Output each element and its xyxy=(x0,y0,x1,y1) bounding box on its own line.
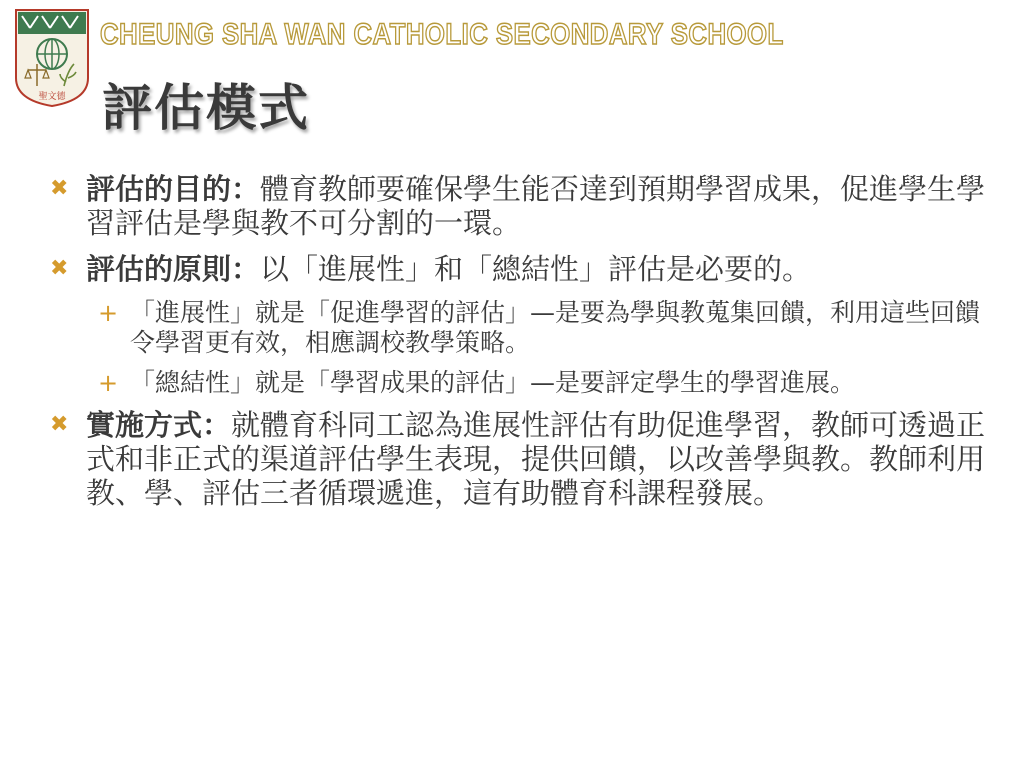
bullet-item-principle xyxy=(46,252,996,286)
bullet-label: 評估的原則： xyxy=(86,252,261,286)
school-name: CHEUNG SHA WAN CATHOLIC SECONDARY SCHOOL xyxy=(100,18,784,51)
bullet-text: 就體育科同工認為進展性評估有助促進學習，教師可透過正式和非正式的渠道評估學生表現，提供回饋，以改善學與教。教師利用教、學、評估三者循環遞進，這有助體育科課程發展。 xyxy=(86,408,986,510)
sub-bullet-formative xyxy=(46,298,996,358)
bullet-item-implementation xyxy=(46,408,996,510)
bullet-label: 實施方式： xyxy=(86,408,232,442)
bullet-text: 體育教師要確保學生能否達到預期學習成果，促進學生學習評估是學與教不可分割的一環。 xyxy=(86,172,986,240)
plus-bullet-icon: + xyxy=(98,299,119,327)
logo-motto: 聖文德 xyxy=(38,92,66,102)
bullet-item-purpose xyxy=(46,172,996,240)
bullet-text: 以「進展性」和「總結性」評估是必要的。 xyxy=(260,252,812,286)
plus-bullet-icon: + xyxy=(98,369,119,397)
slide-title: 評估模式 xyxy=(102,79,310,137)
bullet-label: 評估的目的： xyxy=(86,172,261,206)
sub-bullet-summative xyxy=(46,368,996,398)
x-mark-bullet-icon: ✖ xyxy=(50,412,69,437)
school-crest-icon xyxy=(14,8,90,108)
x-mark-bullet-icon: ✖ xyxy=(50,256,69,281)
sub-bullet-text: 「進展性」就是「促進學習的評估」—是要為學與教蒐集回饋，利用這些回饋令學習更有效，相應調校教學策略。 xyxy=(130,298,981,357)
x-mark-bullet-icon: ✖ xyxy=(50,176,69,201)
bullet-list xyxy=(46,172,996,522)
sub-bullet-text: 「總結性」就是「學習成果的評估」—是要評定學生的學習進展。 xyxy=(130,368,856,397)
